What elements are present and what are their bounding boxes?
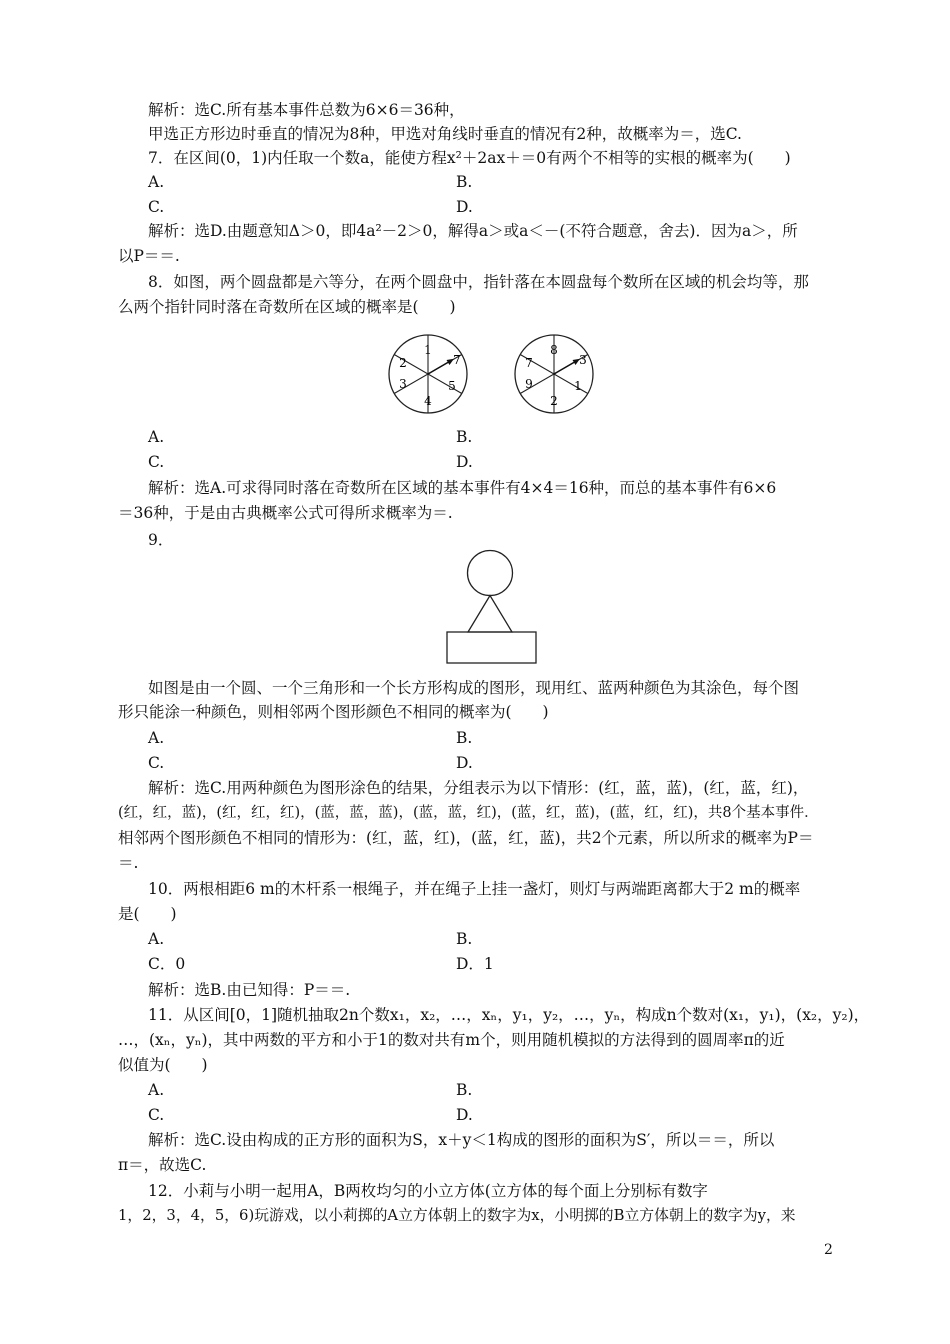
spinner-left-label: 3 [399, 377, 407, 391]
q11-option-a: A. [148, 1081, 165, 1099]
answer-11-line-2: π＝，故选C. [118, 1156, 207, 1174]
spinner-left-label: 7 [453, 353, 461, 367]
spinner-right-label: 3 [579, 353, 587, 367]
spinner-right-label: 9 [525, 377, 533, 391]
question-9-line-2: 形只能涂一种颜色，则相邻两个图形颜色不相同的概率为( ) [118, 703, 549, 721]
spinner-right-label: 7 [525, 356, 533, 370]
question-8-line-2: 么两个指针同时落在奇数所在区域的概率是( ) [118, 298, 456, 316]
question-10-line-1: 10．两根相距6 m的木杆系一根绳子，并在绳子上挂一盏灯，则灯与两端距离都大于2 m的概率 [148, 880, 801, 898]
q8-option-b: B. [456, 428, 473, 446]
spinner-left [389, 335, 467, 413]
question-10-line-2: 是( ) [118, 905, 177, 923]
answer-8-line-1: 解析：选A.可求得同时落在奇数所在区域的基本事件有4×4＝16种，而总的基本事件有6×6 [148, 479, 777, 497]
spinner-right [515, 335, 593, 413]
answer-8-line-2: ＝36种，于是由古典概率公式可得所求概率为＝. [118, 504, 453, 522]
question-9-number: 9． [148, 531, 174, 549]
question-11-line-1: 11．从区间[0，1]随机抽取2n个数x₁，x₂，…，xₙ，y₁，y₂，…，yₙ，构成n个数对(x₁，y₁)，(x₂，y₂)， [148, 1006, 870, 1024]
shapes-figure [440, 548, 550, 668]
answer-9-line-2: (红，红，蓝)，(红，红，红)，(蓝，蓝，蓝)，(蓝，蓝，红)，(蓝，红，蓝)，(蓝，红，红)，共8个基本事件． [118, 805, 819, 821]
spinners-figure [382, 334, 602, 414]
q7-option-a: A. [148, 173, 165, 191]
question-11-line-2: …，(xₙ，yₙ)，其中两数的平方和小于1的数对共有m个，则用随机模拟的方法得到的圆周率π的近 [118, 1031, 785, 1049]
question-7: 7．在区间(0，1)内任取一个数a，能使方程x²＋2ax＋＝0有两个不相等的实根的概率为( ) [148, 149, 791, 167]
answer-7-line-1: 解析：选D.由题意知Δ＞0，即4a²－2＞0，解得a＞或a＜－(不符合题意，舍去)．因为a＞，所 [148, 222, 798, 240]
spinner-left-label: 5 [448, 379, 456, 393]
question-9-line-1: 如图是由一个圆、一个三角形和一个长方形构成的图形，现用红、蓝两种颜色为其涂色，每个图 [148, 679, 800, 697]
answer-10: 解析：选B.由已知得：P＝＝. [148, 981, 351, 999]
q11-option-c: C. [148, 1106, 165, 1124]
spinner-left-label: 4 [424, 394, 432, 408]
triangle-shape [468, 596, 512, 633]
q7-option-b: B. [456, 173, 473, 191]
answer-9-line-1: 解析：选C.用两种颜色为图形涂色的结果，分组表示为以下情形：(红，蓝，蓝)，(红，蓝，红)， [148, 779, 809, 797]
q10-option-b: B. [456, 930, 473, 948]
answer-6-line-1: 解析：选C.所有基本事件总数为6×6＝36种， [148, 101, 465, 119]
spinner-left-label: 1 [424, 343, 432, 357]
spinner-right-label: 1 [574, 379, 582, 393]
answer-9-line-3: 相邻两个图形颜色不相同的情形为：(红，蓝，红)，(蓝，红，蓝)，共2个元素，所以所求的概率为P＝ [118, 829, 814, 847]
q10-option-d: D．1 [456, 955, 494, 973]
q9-option-a: A. [148, 729, 165, 747]
q9-option-c: C. [148, 754, 165, 772]
q8-option-d: D. [456, 453, 473, 471]
question-12-line-2: 1，2，3，4，5，6)玩游戏，以小莉掷的A立方体朝上的数字为x，小明掷的B立方体朝上的数字为y，来 [118, 1207, 796, 1224]
q7-option-d: D. [456, 198, 473, 216]
spinner-left-label: 2 [399, 356, 407, 370]
answer-7-line-2: 以P＝＝. [118, 247, 180, 265]
answer-9-line-4: ＝. [118, 854, 139, 872]
rectangle-shape [447, 632, 536, 663]
q10-option-c: C．0 [148, 955, 186, 973]
answer-6-line-2: 甲选正方形边时垂直的情况为8种，甲选对角线时垂直的情况有2种，故概率为＝，选C. [148, 125, 742, 143]
question-8-line-1: 8．如图，两个圆盘都是六等分，在两个圆盘中，指针落在本圆盘每个数所在区域的机会均等，那 [148, 273, 809, 291]
q11-option-b: B. [456, 1081, 473, 1099]
q9-option-d: D. [456, 754, 473, 772]
page-number: 2 [824, 1242, 833, 1258]
answer-11-line-1: 解析：选C.设由构成的正方形的面积为S，x＋y＜1构成的图形的面积为S′，所以＝＝，所以 [148, 1131, 775, 1149]
q9-option-b: B. [456, 729, 473, 747]
question-11-line-3: 似值为( ) [118, 1056, 208, 1074]
q8-option-a: A. [148, 428, 165, 446]
q10-option-a: A. [148, 930, 165, 948]
spinner-right-label: 2 [550, 394, 558, 408]
q11-option-d: D. [456, 1106, 473, 1124]
q8-option-c: C. [148, 453, 165, 471]
q7-option-c: C. [148, 198, 165, 216]
circle-shape [468, 551, 513, 596]
spinner-right-label: 8 [550, 343, 558, 357]
question-12-line-1: 12．小莉与小明一起用A，B两枚均匀的小立方体(立方体的每个面上分别标有数字 [148, 1182, 708, 1200]
